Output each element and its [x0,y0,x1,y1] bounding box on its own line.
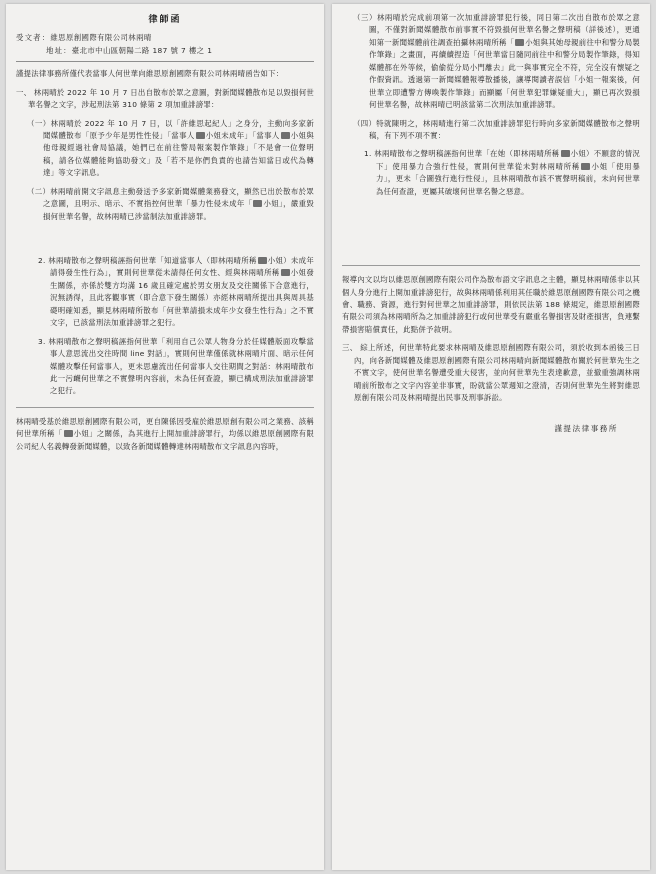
redaction-block [581,163,590,170]
document-sheet-left [6,4,324,870]
clause-4-right: （四）特就陳明之，林兩晴進行第二次加重誹謗罪犯行時向多家新聞媒體散布之聲明稿，有下列不項不實： [353,118,640,140]
redaction-block [281,132,290,139]
right-column-content [342,12,640,862]
address-value: 臺北市中山區朝陽二路 187 號 7 樓之 1 [71,46,213,56]
clause-1-2: （二）林兩晴前開文字訊息主動發送予多家新聞媒體業務發文，顯然已出於散布於眾之意圖，且明示、暗示、不實指控何世華「暴力性侵未成年「 小姐」，嚴重毀損何世華名譽，故林兩晴已涉當制法加重誹謗罪。 [27,186,314,221]
clause-1-1: （一）林兩晴於 2022 年 10 月 7 日，以「許維思起紀人」之身分，主動向多家新聞媒體散布「原予少年是男性性侵」「當事人 小姐未成年」「當事人 小姐與他母親經過社會局協議，她們已在前往警局報案製作筆錄」「不是會一位聲明稿，請各位媒體能夠協助發文」及「若不是你們負責的也請告知當日或代為轉達」等文字訊息。 [27,118,314,178]
clause-left-bottom: 林兩晴受基於維思原創國際有限公司，更自陳係因受雇於維思原創有限公司之業務、該稱何世華所稱「 小姐」之關係，為其進行上開加重誹謗罪行，均係以維思原創國際有限公司紀人名義轉發新聞媒體，以致各新聞媒體轉達林兩晴散布文字訊息內容時， [16,416,314,451]
redaction-block [515,39,524,46]
address-line [16,45,314,56]
clause-3-right: （三）林兩晴於完成前項第一次加重誹謗罪犯行後，同日第二次出自散布於眾之意圖，不僅對新聞媒體散布前事實不符毀損何世華名譽之聲明稿（詳後述），更通知第一新聞媒體前往調查拍攝林兩晴所稱「 小姐與其她母親前往中和警分局製作筆錄」之畫面，再續續捏造「何世華當日隨同前往中和警分局製作筆錄，得知媒體都在外等候，偷偷從分局小門離去」此一與事實完全不符，完全沒有懷疑之作假資訊。透過第一新聞媒體報導散播後，讓導閱讀者誤信「小姐一報案後，何世華立即遭警方傳喚製作筆錄」而顯屬「何世華犯罪嫌疑重大」，顯已再次毀損何世華名譽，故林兩晴已明該當第二次刑法加重誹謗罪。 [353,13,640,110]
redaction-block [64,430,73,437]
redaction-block [196,132,205,139]
clause-1: 一、 林兩晴於 2022 年 10 月 7 日出自散布於眾之意圖，對新聞媒體散布足以毀損何世華名譽之文字，涉起刑法第 310 條第 2 項加重誹謗罪： [16,87,314,110]
intro-paragraph: 謹提法律事務所僅代表當事人何世華向維思原創國際有限公司林兩晴函告如下： [16,69,284,79]
redaction-block [281,269,290,276]
page-title: 律師函 [148,15,182,25]
clause-4-1: 1. 林兩晴散布之聲明稿誣指何世華「在她（即林兩晴所稱 小姐）不願意的情況下」使用暴力合強行性侵，實則何世華從未對林兩晴所稱 小姐「使用暴力」，更未「合圖強行進行性侵」，且林兩晴散布該不實聲明稿前，未向何世華為任何查證，更屬其破壞何世華名譽之惡意。 [364,149,640,196]
recipient-label: 受文者： [16,33,51,42]
recipient-line [16,32,314,43]
left-column-content [16,12,314,862]
clause-3-final: 三、 綜上所述，何世華特此要求林兩晴及維思原創國際有限公司，須於收到本函後三日內，向各新聞媒體及維思原創國際有限公司林兩晴向新聞媒體散布關於何世華先生之不實文字，使何世華名譽遭受重大侵害，並向何世華先生表達歉意，並撤重強調林兩晴前所散布之文字內容並非事實，盼就當公眾週知之澄清，否則何世華先生將對維思原創有限公司及林兩晴提出民事及刑事訴訟。 [342,343,640,403]
address-label: 地址： [46,46,72,56]
clause-3: 3. 林兩晴散布之聲明稿誣指何世華「利用自己公眾人物身分於任媒體版面攻擊當事人意思流出交往時間 line 對話」，實則何世華僅係就林兩晴片面、暗示任何媒體攻擊任何當事人，更未思慮流出任何當事人交往期間之對話：林兩晴散布此一污衊何世華之不實聲明內容前，未為任何查證，顯已構成刑法加重誹謗罪之犯行。 [38,336,314,396]
signature-firm: 謹提法律事務所 [554,423,618,433]
header-divider [16,61,314,62]
redaction-block [561,150,570,157]
left-bottom-divider [16,407,314,408]
clause-2: 2. 林兩晴散布之聲明稿誣指何世華「知道當事人（即林兩晴所稱 小姐）未成年請得發生性行為」，實則何世華從未請得任何女性、經與林兩晴所稱 小姐發生關係，亦係於雙方均滿 16 歲且確定處於男女朋友及交往關係下合意進行，況無誘得，且此客觀事實（即合意下發生關係）亦經林兩晴所提出具與周具基礎明確知悉，顯見林兩晴所散布「何世華請損未成年少女發生性行為」之不實文字，已該當刑法加重誹謗罪之犯行。 [38,256,314,328]
recipient-value: 維思原創國際有限公司林兩晴 [50,33,152,42]
document-sheet-right [332,4,650,870]
clause-summary: 報導內文以均以維思原創國際有限公司作為散布語文字訊息之主體，顯見林兩晴係非以其個人身分進行上開加重誹謗犯行，故與林兩晴係利用其任職於維思原創國際有限公司之機會、職務、資源，進行對何世華之加重誹謗罪，則依民法第 188 條規定，維思原創國際有限公司須為林兩晴所為之加重誹謗犯行或何世華受有嚴重名譽損害及財產損害，負連繫帶損害賠償責任，此點併予敘明。 [342,275,640,334]
redaction-block [258,257,267,264]
right-divider-top [342,265,640,266]
redaction-block [253,200,262,207]
